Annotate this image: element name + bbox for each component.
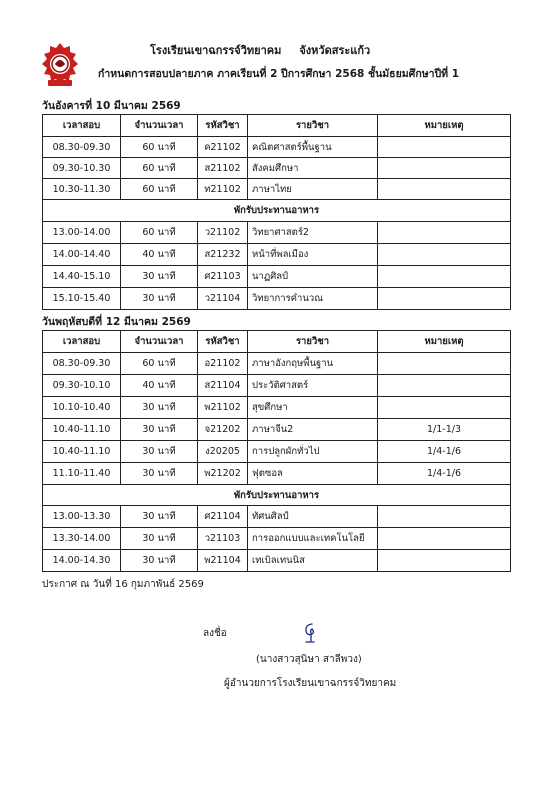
- table-row: [43, 397, 511, 419]
- cell-subject: หน้าที่พลเมือง: [248, 244, 378, 266]
- cell-subject: ทัศนศิลป์: [248, 506, 378, 528]
- cell-code: พ21104: [198, 550, 248, 572]
- cell-subject: ภาษาไทย: [248, 179, 378, 200]
- cell-note: [378, 222, 511, 244]
- cell-time: 14.00-14.30: [43, 550, 121, 572]
- cell-time: 13.00-14.00: [43, 222, 121, 244]
- table-row: [43, 222, 511, 244]
- cell-subject: สุขศึกษา: [248, 397, 378, 419]
- cell-time: 11.10-11.40: [43, 463, 121, 485]
- cell-time: 10.30-11.30: [43, 179, 121, 200]
- table-row: [43, 353, 511, 375]
- table-row: [43, 506, 511, 528]
- cell-note: [378, 158, 511, 179]
- sign-label: ลงชื่อ: [203, 628, 227, 639]
- lunch-break-label: พักรับประทานอาหาร: [43, 485, 511, 506]
- announcement-date: ประกาศ ณ วันที่ 16 กุมภาพันธ์ 2569: [42, 579, 204, 590]
- col-subject: รายวิชา: [248, 331, 378, 353]
- cell-code: ง20205: [198, 441, 248, 463]
- cell-duration: 30 นาที: [121, 463, 198, 485]
- cell-duration: 30 นาที: [121, 441, 198, 463]
- cell-code: ว21102: [198, 222, 248, 244]
- signer-name: (นางสาวสุนิษา สาลีพวง): [256, 654, 362, 665]
- cell-duration: 30 นาที: [121, 288, 198, 310]
- col-duration: จำนวนเวลา: [121, 331, 198, 353]
- signature: [302, 622, 316, 644]
- cell-subject: การปลูกผักทั่วไป: [248, 441, 378, 463]
- cell-note: [378, 353, 511, 375]
- exam-title: กำหนดการสอบปลายภาค ภาคเรียนที่ 2 ปีการศึกษา 2568 ชั้นมัธยมศึกษาปีที่ 1: [98, 68, 460, 80]
- day2-label: วันพฤหัสบดีที่ 12 มีนาคม 2569: [42, 316, 191, 328]
- table-row: [43, 375, 511, 397]
- cell-note: [378, 244, 511, 266]
- break-row: [43, 200, 511, 222]
- table-row: [43, 550, 511, 572]
- day1-table: [42, 114, 511, 310]
- school-logo: [40, 42, 80, 88]
- table-row: [43, 463, 511, 485]
- col-duration: จำนวนเวลา: [121, 115, 198, 137]
- cell-subject: การออกแบบและเทคโนโลยี: [248, 528, 378, 550]
- day1-label: วันอังคารที่ 10 มีนาคม 2569: [42, 100, 181, 112]
- cell-duration: 30 นาที: [121, 528, 198, 550]
- cell-note: [378, 550, 511, 572]
- cell-time: 10.40-11.10: [43, 419, 121, 441]
- cell-note: [378, 375, 511, 397]
- cell-duration: 60 นาที: [121, 137, 198, 158]
- cell-duration: 60 นาที: [121, 158, 198, 179]
- cell-subject: ฟุตซอล: [248, 463, 378, 485]
- cell-duration: 60 นาที: [121, 179, 198, 200]
- cell-code: ศ21104: [198, 506, 248, 528]
- cell-time: 10.40-11.10: [43, 441, 121, 463]
- cell-note: [378, 137, 511, 158]
- table-row: [43, 137, 511, 158]
- cell-code: ว21103: [198, 528, 248, 550]
- table-row: [43, 288, 511, 310]
- cell-duration: 30 นาที: [121, 550, 198, 572]
- col-code: รหัสวิชา: [198, 331, 248, 353]
- cell-subject: นาฏศิลป์: [248, 266, 378, 288]
- cell-duration: 30 นาที: [121, 419, 198, 441]
- table-header-row: [43, 115, 511, 137]
- cell-time: 10.10-10.40: [43, 397, 121, 419]
- cell-duration: 30 นาที: [121, 266, 198, 288]
- cell-note: [378, 528, 511, 550]
- lunch-break-label: พักรับประทานอาหาร: [43, 200, 511, 222]
- table-row: [43, 528, 511, 550]
- cell-note: 1/1-1/3: [378, 419, 511, 441]
- cell-subject: ประวัติศาสตร์: [248, 375, 378, 397]
- cell-code: ส21104: [198, 375, 248, 397]
- cell-code: พ21102: [198, 397, 248, 419]
- cell-code: ว21104: [198, 288, 248, 310]
- cell-note: [378, 266, 511, 288]
- table-row: [43, 244, 511, 266]
- cell-note: [378, 397, 511, 419]
- cell-subject: คณิตศาสตร์พื้นฐาน: [248, 137, 378, 158]
- cell-subject: วิทยาการคำนวณ: [248, 288, 378, 310]
- cell-duration: 60 นาที: [121, 353, 198, 375]
- cell-subject: เทเบิลเทนนิส: [248, 550, 378, 572]
- cell-subject: ภาษาอังกฤษพื้นฐาน: [248, 353, 378, 375]
- col-time: เวลาสอบ: [43, 331, 121, 353]
- table-row: [43, 158, 511, 179]
- cell-note: [378, 506, 511, 528]
- cell-time: 08.30-09.30: [43, 137, 121, 158]
- cell-subject: สังคมศึกษา: [248, 158, 378, 179]
- cell-duration: 30 นาที: [121, 397, 198, 419]
- col-time: เวลาสอบ: [43, 115, 121, 137]
- table-row: [43, 441, 511, 463]
- cell-time: 14.00-14.40: [43, 244, 121, 266]
- cell-code: จ21202: [198, 419, 248, 441]
- cell-time: 13.00-13.30: [43, 506, 121, 528]
- cell-code: ศ21103: [198, 266, 248, 288]
- cell-code: อ21102: [198, 353, 248, 375]
- cell-code: ค21102: [198, 137, 248, 158]
- col-subject: รายวิชา: [248, 115, 378, 137]
- cell-time: 15.10-15.40: [43, 288, 121, 310]
- cell-code: ส21232: [198, 244, 248, 266]
- table-row: [43, 266, 511, 288]
- cell-duration: 60 นาที: [121, 222, 198, 244]
- col-code: รหัสวิชา: [198, 115, 248, 137]
- cell-time: 09.30-10.30: [43, 158, 121, 179]
- province-name: จังหวัดสระแก้ว: [299, 44, 371, 57]
- col-note: หมายเหตุ: [378, 115, 511, 137]
- table-header-row: [43, 331, 511, 353]
- school-name: โรงเรียนเขาฉกรรจ์วิทยาคม: [150, 44, 282, 57]
- cell-time: 14.40-15.10: [43, 266, 121, 288]
- day2-table: [42, 330, 511, 572]
- cell-note: [378, 179, 511, 200]
- table-row: [43, 419, 511, 441]
- header-line-1: [150, 41, 370, 59]
- cell-note: 1/4-1/6: [378, 441, 511, 463]
- cell-duration: 40 นาที: [121, 244, 198, 266]
- cell-code: พ21202: [198, 463, 248, 485]
- cell-duration: 30 นาที: [121, 506, 198, 528]
- cell-time: 13.30-14.00: [43, 528, 121, 550]
- col-note: หมายเหตุ: [378, 331, 511, 353]
- cell-duration: 40 นาที: [121, 375, 198, 397]
- cell-code: ส21102: [198, 158, 248, 179]
- signer-title: ผู้อำนวยการโรงเรียนเขาฉกรรจ์วิทยาคม: [224, 678, 397, 689]
- cell-subject: วิทยาศาสตร์2: [248, 222, 378, 244]
- cell-note: [378, 288, 511, 310]
- cell-subject: ภาษาจีน2: [248, 419, 378, 441]
- break-row: [43, 485, 511, 506]
- cell-time: 08.30-09.30: [43, 353, 121, 375]
- cell-time: 09.30-10.10: [43, 375, 121, 397]
- cell-note: 1/4-1/6: [378, 463, 511, 485]
- table-row: [43, 179, 511, 200]
- cell-code: ท21102: [198, 179, 248, 200]
